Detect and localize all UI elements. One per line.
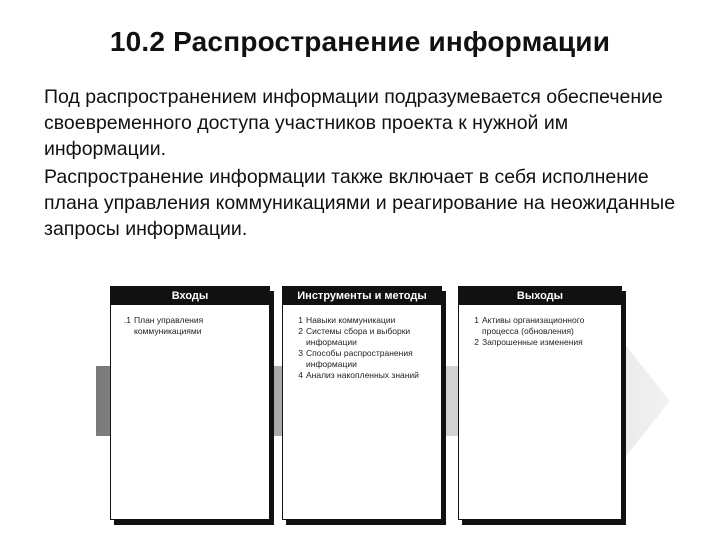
tools-item xyxy=(289,370,435,381)
tools-item-number: 3 xyxy=(298,348,303,358)
tools-item-text: Способы распространения информации xyxy=(306,348,413,369)
tools-list xyxy=(283,305,441,381)
inputs-box xyxy=(110,286,270,520)
process-diagram xyxy=(0,280,720,540)
outputs-list xyxy=(459,305,621,348)
tools-item-text: Анализ накопленных знаний xyxy=(306,370,419,380)
outputs-item-number: 1 xyxy=(474,315,479,325)
outputs-item-text: Активы организационного процесса (обновления) xyxy=(482,315,585,336)
outputs-item xyxy=(465,337,615,348)
slide-body xyxy=(44,84,694,244)
inputs-list xyxy=(111,305,269,337)
outputs-item xyxy=(465,315,615,337)
slide-title: 10.2 Распространение информации xyxy=(109,26,611,57)
inputs-item-text: План управления коммуникациями xyxy=(134,315,204,336)
inputs-item-number: .1 xyxy=(123,315,131,325)
tools-item xyxy=(289,348,435,370)
tools-item-number: 2 xyxy=(298,326,303,336)
outputs-item-number: 2 xyxy=(474,337,479,347)
tools-header: Инструменты и методы xyxy=(283,287,441,305)
tools-item-number: 4 xyxy=(298,370,303,380)
tools-item xyxy=(289,315,435,326)
paragraph-definition: Под распространением информации подразумевается обеспечение своевременного доступа участников проекта к нужной им информации. xyxy=(44,86,663,160)
outputs-header: Выходы xyxy=(459,287,621,305)
inputs-header: Входы xyxy=(111,287,269,305)
tools-box xyxy=(282,286,442,520)
inputs-item xyxy=(117,315,263,337)
tools-item-text: Системы сбора и выборки информации xyxy=(306,326,411,347)
outputs-box xyxy=(458,286,622,520)
paragraph-scope: Распространение информации также включает в себя исполнение плана управления коммуникациями и реагирование на неожиданные запросы информации. xyxy=(44,166,676,240)
outputs-item-text: Запрошенные изменения xyxy=(482,337,583,347)
tools-item-text: Навыки коммуникации xyxy=(306,315,396,325)
tools-item xyxy=(289,326,435,348)
tools-item-number: 1 xyxy=(298,315,303,325)
